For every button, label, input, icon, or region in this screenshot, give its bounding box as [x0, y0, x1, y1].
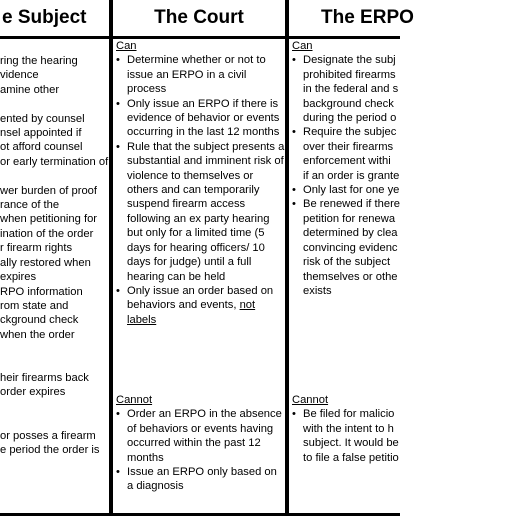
list-line: when the order — [0, 328, 75, 341]
list-line: r firearm rights — [0, 242, 73, 255]
column-heading-subject: e Subject — [2, 7, 87, 28]
court-cannot-list — [113, 407, 285, 493]
list-line: prohibited firearms — [303, 68, 396, 81]
list-line: ckground check — [0, 314, 79, 327]
list-line: convincing evidenc — [303, 241, 398, 254]
list-line: ring the hearing — [0, 55, 78, 67]
erpo-can-section — [289, 39, 489, 298]
list-line: with the intent to h — [303, 422, 394, 435]
subject-can-lines — [0, 54, 109, 457]
list-line: • Be renewed if there — [289, 197, 489, 211]
list-line: during the period o — [303, 112, 397, 125]
list-line: ination of the order — [0, 227, 94, 240]
list-line: themselves or othe — [303, 270, 398, 283]
court-cannot-section — [113, 393, 285, 494]
column-divider — [285, 0, 289, 516]
list-line: rom state and — [0, 299, 69, 312]
list-line — [0, 169, 109, 183]
list-item — [113, 284, 285, 327]
list-line: petition for renewa — [303, 212, 396, 225]
list-line: background check — [303, 97, 394, 110]
court-can-list — [113, 53, 285, 327]
erpo-cannot-label: Cannot — [292, 394, 329, 406]
list-item: • Rule that the subject presents a substantial and imminent risk of violence to themselves or others and can temporarily suspend firearm access following an ex party hearing but only for a limited time (5 days for hearing officers/ 10 days for judge) until a full hearing can be held — [113, 140, 285, 284]
list-line: or early termination of — [0, 155, 109, 168]
court-can-label: Can — [116, 40, 137, 52]
list-line: determined by clea — [303, 227, 398, 240]
list-item-text: Only issue an order based on behaviors and events, — [127, 284, 274, 312]
list-line: in the federal and s — [303, 83, 399, 96]
underlined-text: not labels — [127, 299, 256, 326]
column-heading-erpo: The ERPO — [321, 7, 414, 28]
list-line: risk of the subject — [303, 256, 391, 269]
list-line: or posses a firearm — [0, 429, 96, 442]
list-line — [0, 400, 109, 414]
list-line: ally restored when — [0, 256, 91, 269]
erpo-cannot-section — [289, 393, 489, 465]
list-line: vidence — [0, 69, 39, 82]
list-line: amine other — [0, 83, 60, 96]
list-line: to file a false petitio — [303, 451, 399, 464]
list-line: over their firearms — [303, 140, 394, 153]
erpo-can-list — [289, 53, 489, 298]
list-line: RPO information — [0, 285, 83, 298]
list-line: rance of the — [0, 199, 60, 212]
list-line: • Be filed for malicio — [289, 407, 489, 421]
list-line: exists — [303, 284, 332, 297]
column-heading-court: The Court — [154, 7, 244, 28]
list-line: heir firearms back — [0, 371, 89, 384]
column-erpo — [289, 0, 489, 516]
list-line: expires — [0, 271, 37, 284]
list-line: e period the order is — [0, 443, 100, 456]
list-line — [0, 342, 109, 356]
subject-can-list — [0, 54, 109, 457]
list-item: • Only issue an ERPO if there is evidence of behavior or events occurring in the last 12 months — [113, 97, 285, 140]
list-line: • Designate the subj — [289, 53, 489, 67]
list-line: when petitioning for — [0, 213, 98, 226]
court-can-section — [113, 39, 285, 327]
list-item: • Issue an ERPO only based on a diagnosis — [113, 465, 285, 494]
column-subject — [0, 0, 109, 516]
list-line: ot afford counsel — [0, 141, 83, 154]
erpo-cannot-list — [289, 407, 489, 465]
list-line: subject. It would be — [303, 437, 399, 450]
column-court — [113, 0, 285, 516]
list-line: if an order is grante — [303, 169, 400, 182]
list-line: order expires — [0, 386, 66, 399]
header-divider — [0, 36, 400, 39]
list-line: nsel appointed if — [0, 127, 82, 140]
list-line — [0, 357, 109, 371]
list-line: • Only last for one ye — [289, 183, 489, 197]
court-cannot-label: Cannot — [116, 394, 153, 406]
list-line: • Require the subjec — [289, 125, 489, 139]
list-line: ented by counsel — [0, 112, 85, 125]
list-item: • Determine whether or not to issue an ERPO in a civil process — [113, 53, 285, 96]
column-divider — [109, 0, 113, 516]
list-line: wer burden of proof — [0, 184, 98, 197]
list-line: enforcement withi — [303, 155, 391, 168]
list-item: • Order an ERPO in the absence of behaviors or events having occurred within the past 12 months — [113, 407, 285, 465]
list-line — [0, 414, 109, 428]
erpo-can-label: Can — [292, 40, 313, 52]
list-line — [0, 97, 109, 111]
